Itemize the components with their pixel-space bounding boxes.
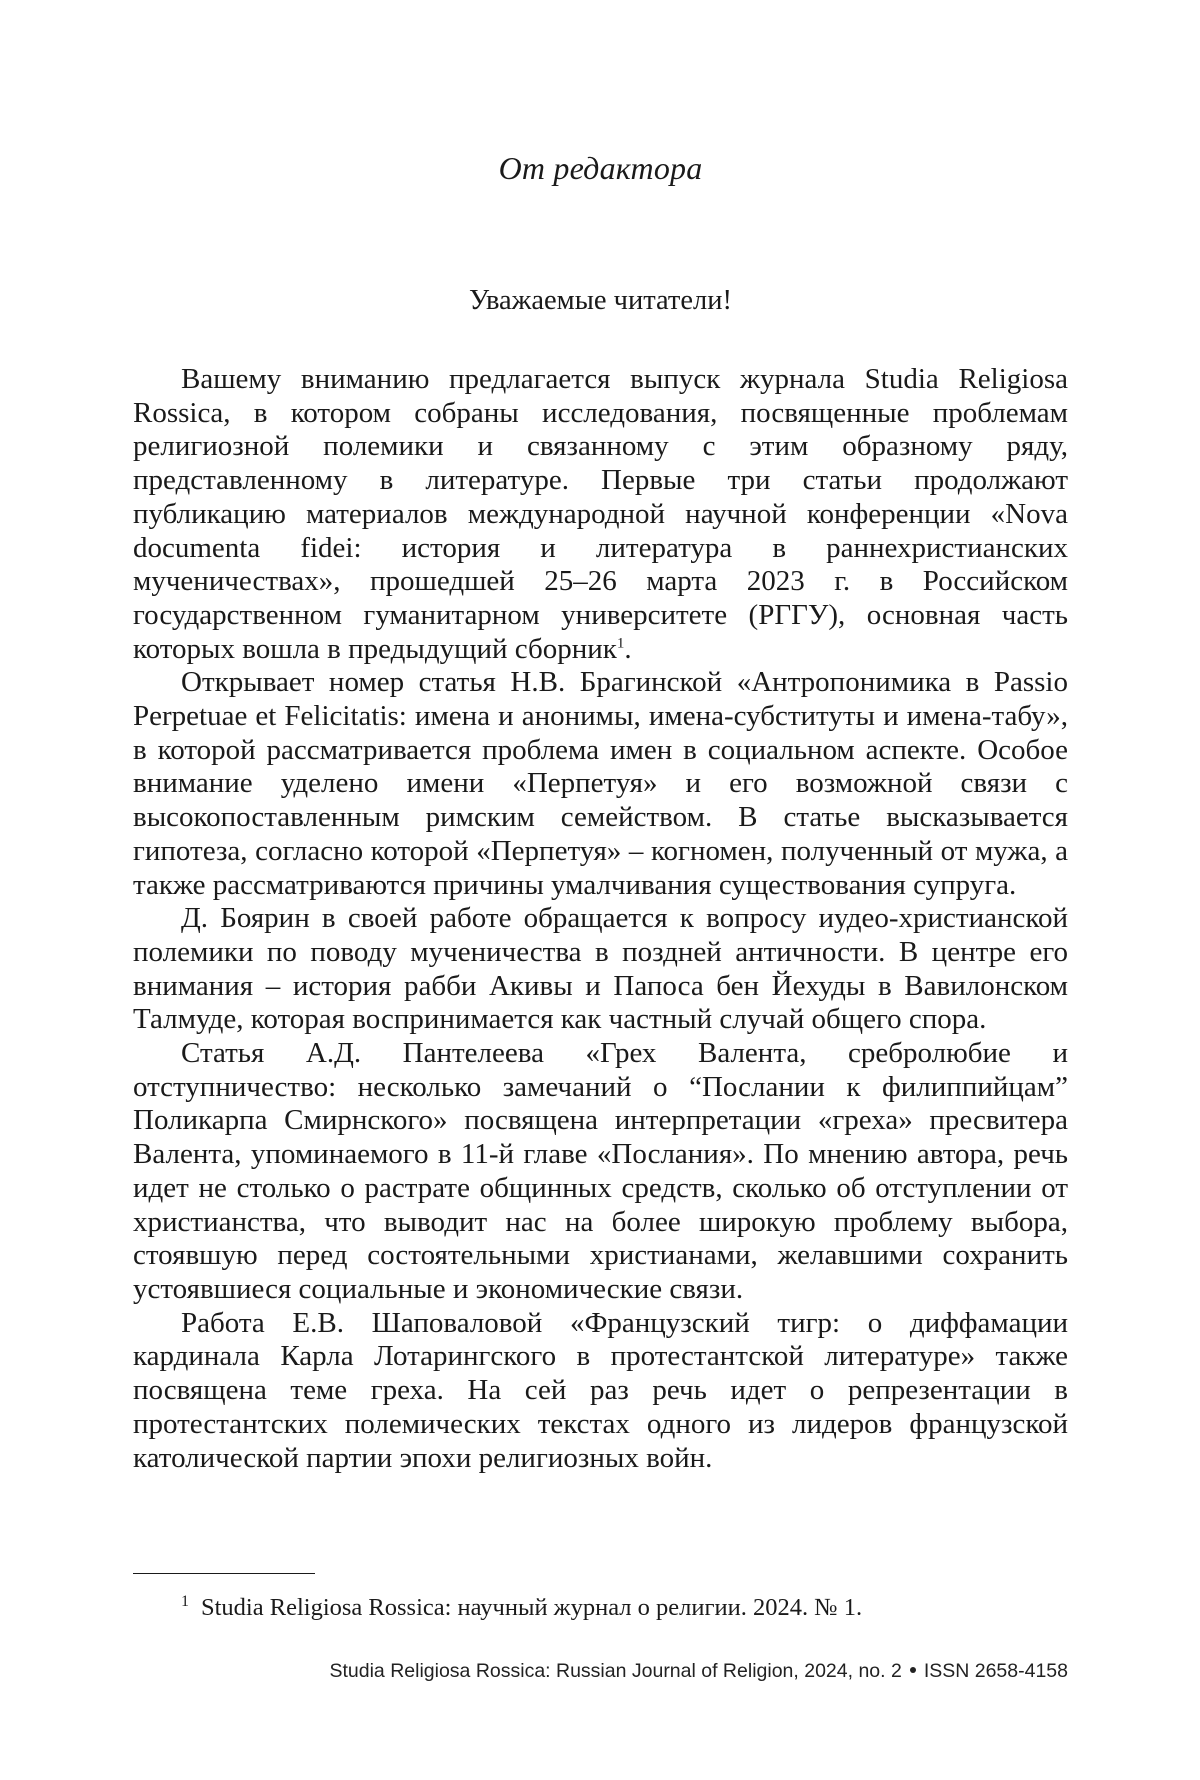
greeting-heading: Уважаемые читатели! <box>468 285 732 316</box>
paragraph-4: Статья А.Д. Пантелеева «Грех Валента, сребролюбие и отступничество: несколько замечаний о “Послании к филиппийцам” Поликарпа Смирнского» посвящена интерпретации «греха» пресвитера Валента, упоминаемого в 11-й главе «Послания». По мнению автора, речь идет не столько о растрате общинных средств, сколько об отступлении от христианства, что выводит нас на более широкую проблему выбора, стоявшую перед состоятельными христианами, желавшими сохранить устоявшиеся социальные и экономические связи. <box>133 1037 1068 1305</box>
paragraph-1 <box>133 363 1068 666</box>
running-footer <box>329 1660 1068 1683</box>
footnote-divider <box>133 1573 315 1574</box>
footnote-mark: 1 <box>181 1592 189 1610</box>
paragraph-2: Открывает номер статья Н.В. Брагинской «Антропонимика в Passio Perpetuae et Felicitatis: имена и анонимы, имена-субституты и имена-табу», в которой рассматривается проблема имен в социальном аспекте. Особое внимание уделено имени «Перпетуя» и его возможной связи с высокопоставленным римским семейством. В статье высказывается гипотеза, согласно которой «Перпетуя» – когномен, полученный от мужа, а также рассматриваются причины умалчивания существования супруга. <box>133 666 1068 901</box>
footnote-text: Studia Religiosa Rossica: научный журнал о религии. 2024. № 1. <box>201 1594 863 1621</box>
bullet-separator-icon <box>910 1667 916 1673</box>
footnote <box>181 1593 1068 1623</box>
footer-issn: ISSN 2658-4158 <box>923 1660 1068 1682</box>
paragraph-5: Работа Е.В. Шаповаловой «Французский тигр: о диффамации кардинала Карла Лотарингского в протестантской литературе» также посвящена теме греха. На сей раз речь идет о репрезентации в протестантских полемических текстах одного из лидеров французской католической партии эпохи религиозных войн. <box>133 1306 1068 1474</box>
footnote-reference[interactable]: 1 <box>616 634 625 651</box>
footer-journal-citation: Studia Religiosa Rossica: Russian Journal of Religion, 2024, no. 2 <box>329 1660 902 1682</box>
section-label: От редактора <box>498 150 703 186</box>
body-text <box>133 363 1068 1475</box>
paragraph-3: Д. Боярин в своей работе обращается к вопросу иудео-христианской полемики по поводу мученичества в поздней античности. В центре его внимания – история рабби Акивы и Папоса бен Йехуды в Вавилонском Талмуде, которая воспринимается как частный случай общего спора. <box>133 902 1068 1036</box>
paragraph-1-tail: . <box>624 632 632 665</box>
paragraph-1-text: Вашему вниманию предлагается выпуск журнала Studia Religiosa Rossica, в котором собраны исследования, посвященные проблемам религиозной полемики и связанному с этим образному ряду, представленному в литературе. Первые три статьи продолжают публикацию материалов международной научной конференции «Nova documenta fidei: история и литература в раннехристианских мученичествах», прошедшей 25–26 марта 2023 г. в Российском государственном гуманитарном университете (РГГУ), основная часть которых вошла в предыдущий сборник <box>133 363 1068 665</box>
